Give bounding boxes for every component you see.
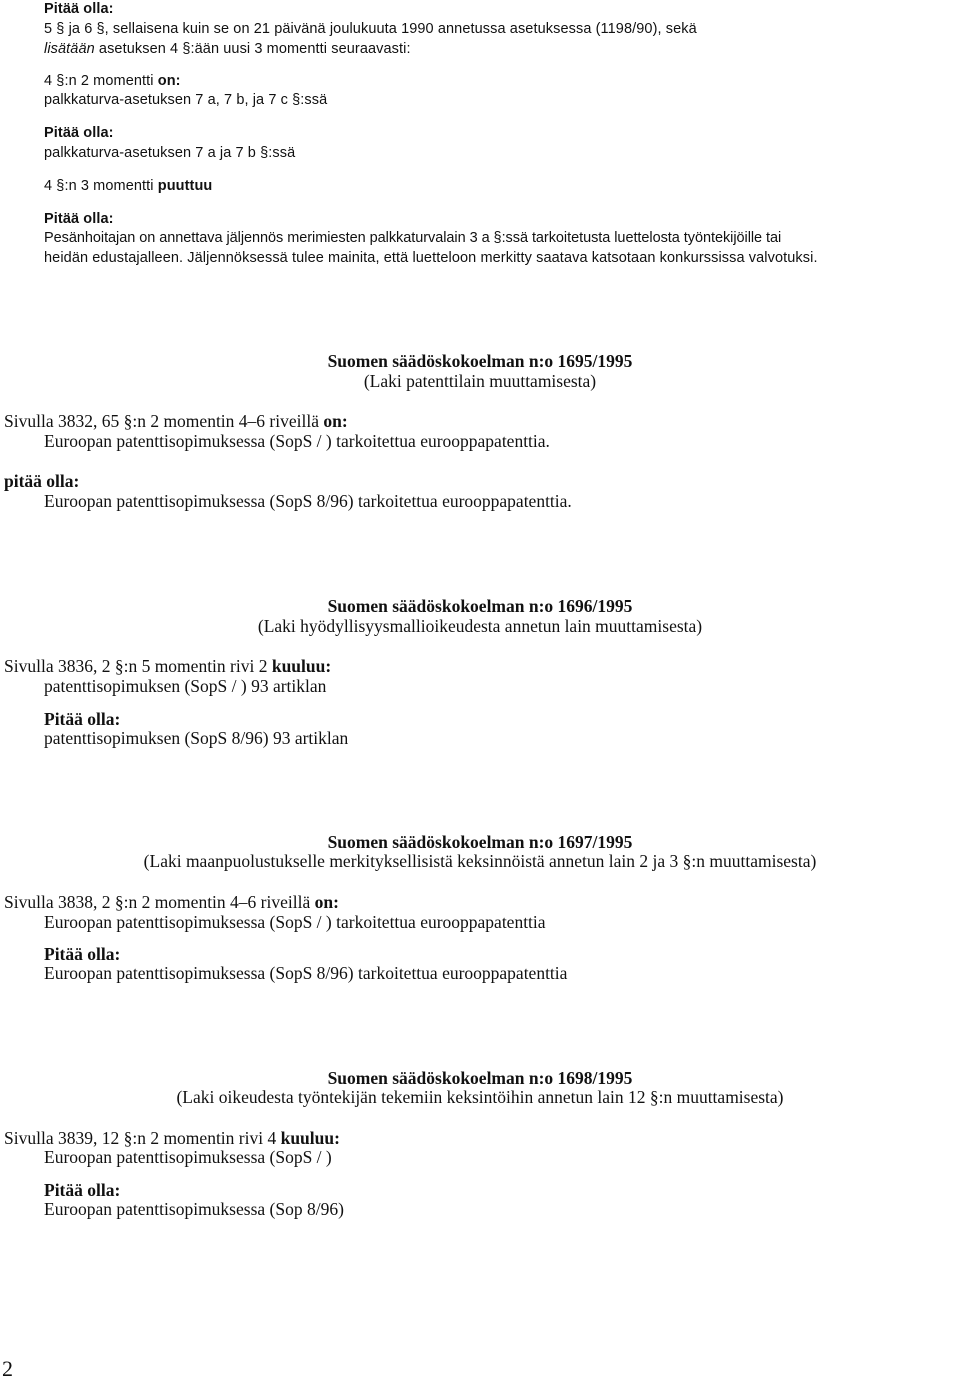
text-span: Sivulla 3838, 2 §:n 2 momentin 4–6 riveillä	[4, 892, 315, 912]
text-line: palkkaturva-asetuksen 7 a, 7 b, ja 7 c §:ssä	[44, 92, 328, 108]
reference-line-1696	[4, 658, 331, 676]
text-line	[44, 179, 212, 194]
text-line: Pesänhoitajan on annettava jäljennös merimiesten palkkaturvalain 3 a §:ssä tarkoitetusta luettelosta työntekijöille tai	[44, 230, 782, 246]
correct-text-1695: Euroopan patenttisopimuksessa (SopS 8/96) tarkoitettua eurooppapatenttia.	[44, 491, 572, 511]
section-title-1696: Suomen säädöskokoelman n:o 1696/1995	[327, 596, 633, 616]
keyword-on: on:	[323, 411, 348, 431]
text-span: asetuksen 4 §:ään uusi 3 momentti seuraavasti:	[94, 41, 411, 57]
wrong-text-1697: Euroopan patenttisopimuksessa (SopS / ) tarkoitettua eurooppapatenttia	[44, 912, 546, 932]
wrong-text-1698: Euroopan patenttisopimuksessa (SopS / )	[44, 1147, 332, 1167]
heading-pitaa-olla-2: Pitää olla:	[44, 125, 114, 141]
section-title-1695: Suomen säädöskokoelman n:o 1695/1995	[327, 351, 633, 371]
section-subtitle-1697: (Laki maanpuolustukselle merkityksellisistä keksinnöistä annetun lain 2 ja 3 §:n muuttamisesta)	[143, 851, 817, 871]
keyword-on: on:	[314, 892, 339, 912]
text-span: 4 §:n 3 momentti	[44, 178, 158, 194]
heading-pitaa-olla-1: Pitää olla:	[44, 1, 114, 17]
section-subtitle-1695: (Laki patenttilain muuttamisesta)	[363, 371, 597, 391]
text-span: Sivulla 3832, 65 §:n 2 momentin 4–6 riveillä	[4, 411, 324, 431]
section-subtitle-1696: (Laki hyödyllisyysmallioikeudesta annetun lain muuttamisesta)	[257, 616, 703, 636]
wrong-text-1695: Euroopan patenttisopimuksessa (SopS / ) tarkoitettua eurooppapatenttia.	[44, 431, 550, 451]
text-span: 4 §:n 2 momentti	[44, 73, 158, 89]
correct-text-1698: Euroopan patenttisopimuksessa (Sop 8/96)	[44, 1199, 344, 1219]
wrong-text-1696: patenttisopimuksen (SopS / ) 93 artiklan	[44, 676, 327, 696]
section-title-1697: Suomen säädöskokoelman n:o 1697/1995	[327, 832, 633, 852]
section-title-1698: Suomen säädöskokoelman n:o 1698/1995	[327, 1068, 633, 1088]
correct-text-1696: patenttisopimuksen (SopS 8/96) 93 artiklan	[44, 728, 349, 748]
reference-line-1695	[4, 413, 348, 431]
heading-pitaa-olla-1697: Pitää olla:	[44, 944, 121, 964]
heading-pitaa-olla-3: Pitää olla:	[44, 211, 114, 227]
text-line	[44, 74, 181, 89]
heading-pitaa-olla-1695: pitää olla:	[4, 471, 80, 491]
text-line: 5 § ja 6 §, sellaisena kuin se on 21 päivänä joulukuuta 1990 annetussa asetuksessa (1198/90), sekä	[44, 21, 697, 37]
text-line: heidän edustajalleen. Jäljennöksessä tulee mainita, että luetteloon merkitty saatava katsotaan konkurssissa valvotuksi.	[44, 250, 818, 266]
keyword-puuttuu: puuttuu	[157, 178, 213, 194]
italic-word: lisätään	[44, 41, 95, 57]
reference-line-1697	[4, 894, 339, 912]
reference-line-1698	[4, 1130, 340, 1148]
text-line	[44, 42, 411, 57]
text-span: Sivulla 3839, 12 §:n 2 momentin rivi 4	[4, 1128, 281, 1148]
keyword-on: on:	[157, 73, 181, 89]
keyword-kuuluu: kuuluu:	[280, 1128, 340, 1148]
keyword-kuuluu: kuuluu:	[271, 656, 332, 676]
section-subtitle-1698: (Laki oikeudesta työntekijän tekemiin keksintöihin annetun lain 12 §:n muuttamisesta)	[176, 1087, 784, 1107]
correct-text-1697: Euroopan patenttisopimuksessa (SopS 8/96) tarkoitettua eurooppapatenttia	[44, 963, 568, 983]
heading-pitaa-olla-1696: Pitää olla:	[44, 709, 121, 729]
page-number: 2	[2, 1356, 13, 1381]
text-span: Sivulla 3836, 2 §:n 5 momentin rivi 2	[4, 656, 272, 676]
heading-pitaa-olla-1698: Pitää olla:	[44, 1180, 121, 1200]
text-line: palkkaturva-asetuksen 7 a ja 7 b §:ssä	[44, 145, 296, 161]
